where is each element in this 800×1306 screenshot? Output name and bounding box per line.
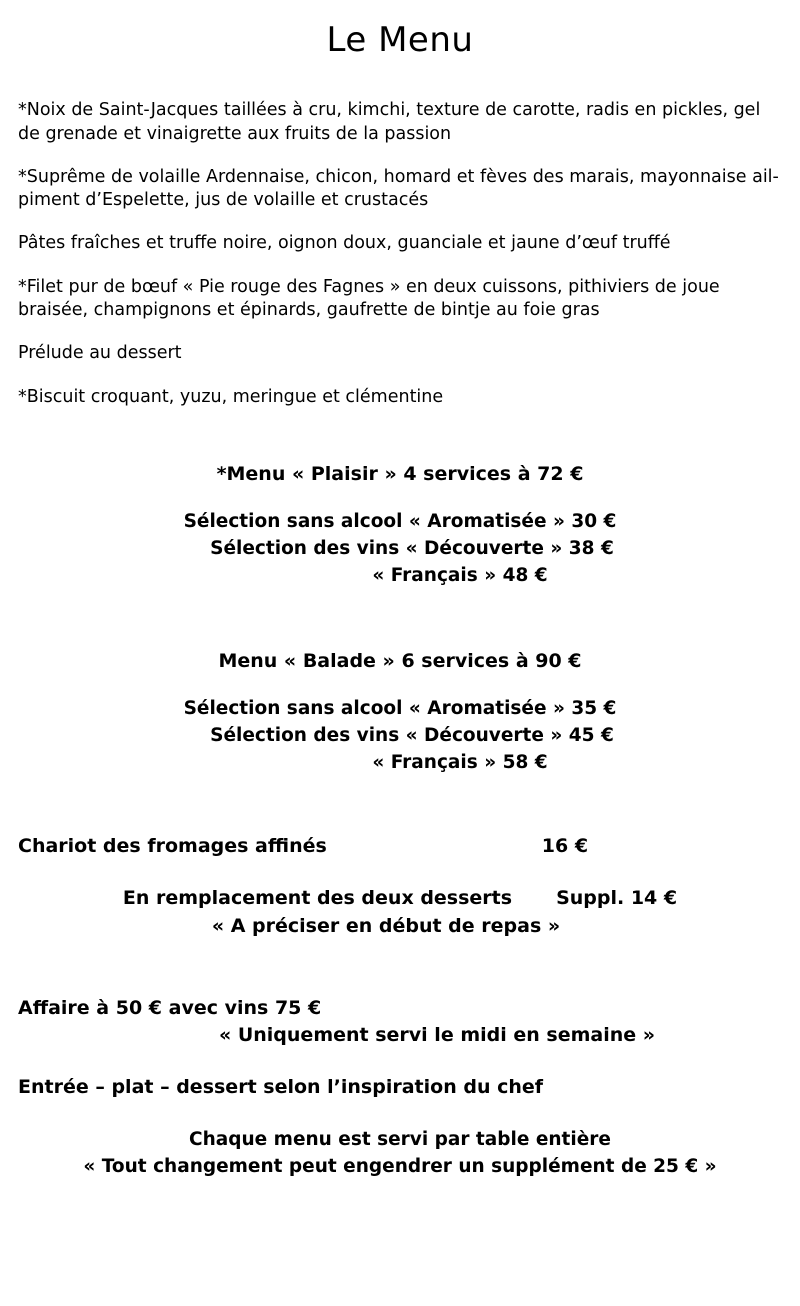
affaire-composition: Entrée – plat – dessert selon l’inspiration du chef: [18, 1075, 544, 1098]
pairing-line: Sélection des vins « Découverte » 45 €: [210, 725, 614, 747]
pairing-line: « Français » 48 €: [372, 565, 548, 586]
dessert-replacement: [18, 885, 782, 940]
courses-list: [18, 99, 782, 408]
replacement-supplement: Suppl. 14 €: [556, 887, 678, 910]
course-item: *Biscuit croquant, yuzu, meringue et clémentine: [18, 386, 444, 407]
menu-balade: [18, 648, 782, 777]
cheese-label: Chariot des fromages affinés: [18, 834, 327, 857]
menu-formulas: [18, 461, 782, 777]
pairing-line: Sélection des vins « Découverte » 38 €: [210, 538, 614, 560]
affaire-price-line: Affaire à 50 € avec vins 75 €: [18, 996, 322, 1019]
affaire-block: [18, 995, 782, 1102]
menu-page: [0, 22, 800, 1306]
footer-notes: [18, 1127, 782, 1181]
menu-balade-heading: Menu « Balade » 6 services à 90 €: [218, 649, 582, 672]
affaire-availability-note: « Uniquement servi le midi en semaine »: [218, 1024, 656, 1047]
footer-line-1: Chaque menu est servi par table entière: [189, 1129, 611, 1151]
course-item: *Filet pur de bœuf « Pie rouge des Fagnes » en deux cuissons, pithiviers de joue braisée, champignons et épinards, gaufrette de bintje au foie gras: [18, 276, 720, 320]
course-item: *Noix de Saint-Jacques taillées à cru, kimchi, texture de carotte, radis en pickles, gel de grenade et vinaigrette aux fruits de la passion: [18, 100, 761, 144]
course-item: *Suprême de volaille Ardennaise, chicon, homard et fèves des marais, mayonnaise ail-piment d’Espelette, jus de volaille et crustacés: [18, 166, 779, 211]
cheese-row: [18, 833, 782, 860]
footer-line-2: « Tout changement peut engendrer un supplément de 25 € »: [83, 1155, 717, 1177]
menu-plaisir: [18, 461, 782, 590]
cheese-price: 16 €: [541, 834, 589, 857]
replacement-line-1: [18, 885, 782, 913]
course-item: Prélude au dessert: [18, 343, 182, 364]
replacement-note: « A préciser en début de repas »: [211, 914, 561, 937]
pairing-line: « Français » 58 €: [372, 752, 548, 774]
page-title: Le Menu: [326, 20, 474, 60]
pairing-line: Sélection sans alcool « Aromatisée » 30 €: [183, 511, 617, 533]
replacement-text: En remplacement des deux desserts: [122, 887, 513, 910]
course-item: Pâtes fraîches et truffe noire, oignon doux, guanciale et jaune d’œuf truffé: [18, 233, 671, 254]
menu-plaisir-heading: *Menu « Plaisir » 4 services à 72 €: [216, 462, 584, 485]
spacer: [18, 596, 782, 648]
pairing-line: Sélection sans alcool « Aromatisée » 35 €: [183, 698, 617, 720]
